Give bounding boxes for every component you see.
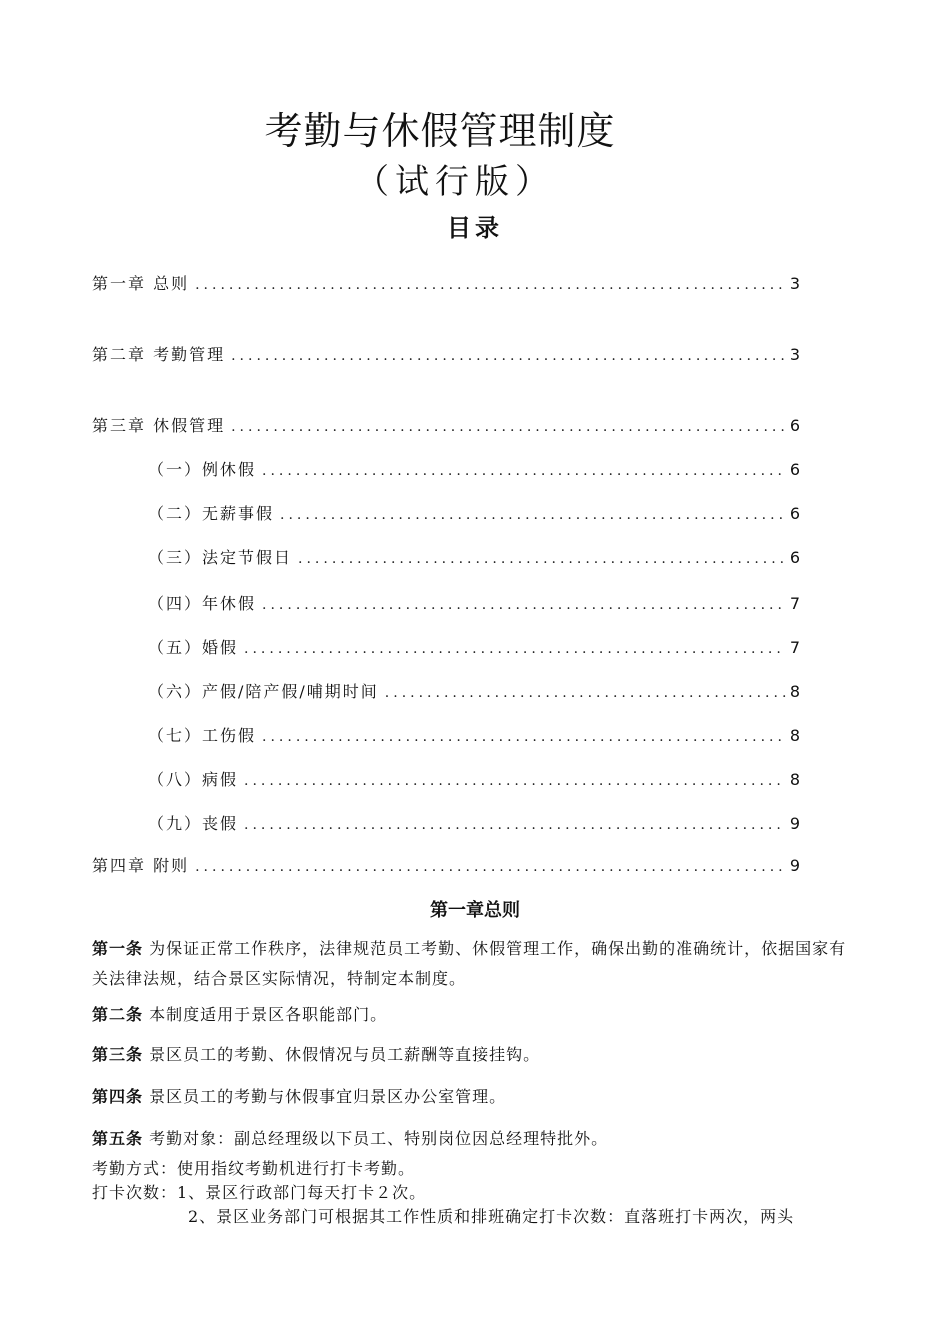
toc-entry-page: 6: [789, 460, 800, 479]
toc-leader: [195, 277, 786, 293]
toc-entry-label: （八）病假: [148, 770, 239, 789]
article-text: 为保证正常工作秩序，法律规范员工考勤、休假管理工作，确保出勤的准确统计，依据国家有关法律法规，结合景区实际情况，特制定本制度。: [92, 939, 847, 988]
toc-entry[interactable]: [92, 853, 800, 877]
toc-leader: [385, 685, 786, 701]
attendance-method: 考勤方式：使用指纹考勤机进行打卡考勤。: [92, 1159, 416, 1178]
toc-leader: [244, 773, 786, 789]
article-text: 考勤对象：副总经理级以下员工、特别岗位因总经理特批外。: [149, 1129, 609, 1148]
toc-entry[interactable]: [148, 723, 800, 747]
toc-entry-label: （五）婚假: [148, 638, 239, 657]
article-paragraph: [92, 1000, 862, 1030]
toc-entry[interactable]: [92, 271, 800, 295]
toc-leader: [231, 348, 786, 364]
article-label: 第五条: [92, 1129, 144, 1148]
toc-entry[interactable]: [148, 457, 800, 481]
toc-entry-page: 8: [789, 726, 800, 745]
toc-leader: [262, 463, 786, 479]
toc-entry-label: 第三章 休假管理: [92, 416, 226, 435]
toc-entry-label: 第一章 总则: [92, 274, 190, 293]
toc-entry-page: 9: [789, 814, 800, 833]
toc-leader: [298, 551, 786, 567]
toc-entry[interactable]: [92, 342, 800, 366]
article-label: 第二条: [92, 1005, 144, 1024]
toc-entry[interactable]: [148, 635, 800, 659]
toc-entry[interactable]: [148, 545, 800, 569]
toc-entry-label: （一）例休假: [148, 460, 257, 479]
toc-leader: [262, 729, 786, 745]
article-text: 本制度适用于景区各职能部门。: [149, 1005, 388, 1024]
punch-count-line: 2、景区业务部门可根据其工作性质和排班确定打卡次数：直落班打卡两次，两头: [188, 1207, 795, 1226]
toc-leader: [262, 597, 786, 613]
article-label: 第四条: [92, 1087, 144, 1106]
toc-entry-page: 7: [789, 594, 800, 613]
toc-entry-page: 8: [789, 682, 800, 701]
chapter-title: 第一章总则: [430, 900, 520, 921]
toc-entry-label: （三）法定节假日: [148, 548, 293, 567]
toc-entry-label: （七）工伤假: [148, 726, 257, 745]
toc-entry-page: 8: [789, 770, 800, 789]
toc-entry-label: （二）无薪事假: [148, 504, 275, 523]
toc-entry-page: 6: [789, 504, 800, 523]
toc-entry-page: 7: [789, 638, 800, 657]
toc-heading: 目录: [447, 213, 503, 242]
punch-count-line: 打卡次数：1、景区行政部门每天打卡２次。: [92, 1183, 427, 1202]
toc-entry-label: （六）产假/陪产假/哺期时间: [148, 682, 379, 701]
toc-leader: [280, 507, 786, 523]
article-text: 景区员工的考勤与休假事宜归景区办公室管理。: [149, 1087, 507, 1106]
toc-entry[interactable]: [148, 591, 800, 615]
toc-leader: [195, 859, 786, 875]
article-text: 景区员工的考勤、休假情况与员工薪酬等直接挂钩。: [149, 1045, 541, 1064]
article-paragraph: [92, 1082, 862, 1112]
toc-entry[interactable]: [92, 413, 800, 437]
toc-entry-page: 9: [789, 856, 800, 875]
toc-entry-label: （九）丧假: [148, 814, 239, 833]
toc-leader: [244, 817, 786, 833]
toc-leader: [231, 419, 786, 435]
toc-entry-page: 6: [789, 548, 800, 567]
toc-entry-page: 3: [789, 345, 800, 364]
toc-entry-label: 第二章 考勤管理: [92, 345, 226, 364]
toc-entry[interactable]: [148, 501, 800, 525]
article-paragraph: [92, 1124, 862, 1154]
toc-entry-label: （四）年休假: [148, 594, 257, 613]
toc-entry-label: 第四章 附则: [92, 856, 190, 875]
article-paragraph: [92, 934, 862, 994]
toc-entry-page: 6: [789, 416, 800, 435]
toc-entry[interactable]: [148, 811, 800, 835]
toc-entry-page: 3: [789, 274, 800, 293]
toc-entry[interactable]: [148, 767, 800, 791]
article-label: 第一条: [92, 939, 144, 958]
article-paragraph: [92, 1040, 862, 1070]
article-label: 第三条: [92, 1045, 144, 1064]
document-title: 考勤与休假管理制度: [264, 109, 616, 153]
toc-leader: [244, 641, 786, 657]
toc-entry[interactable]: [148, 679, 800, 703]
document-subtitle: （试行版）: [355, 162, 555, 202]
